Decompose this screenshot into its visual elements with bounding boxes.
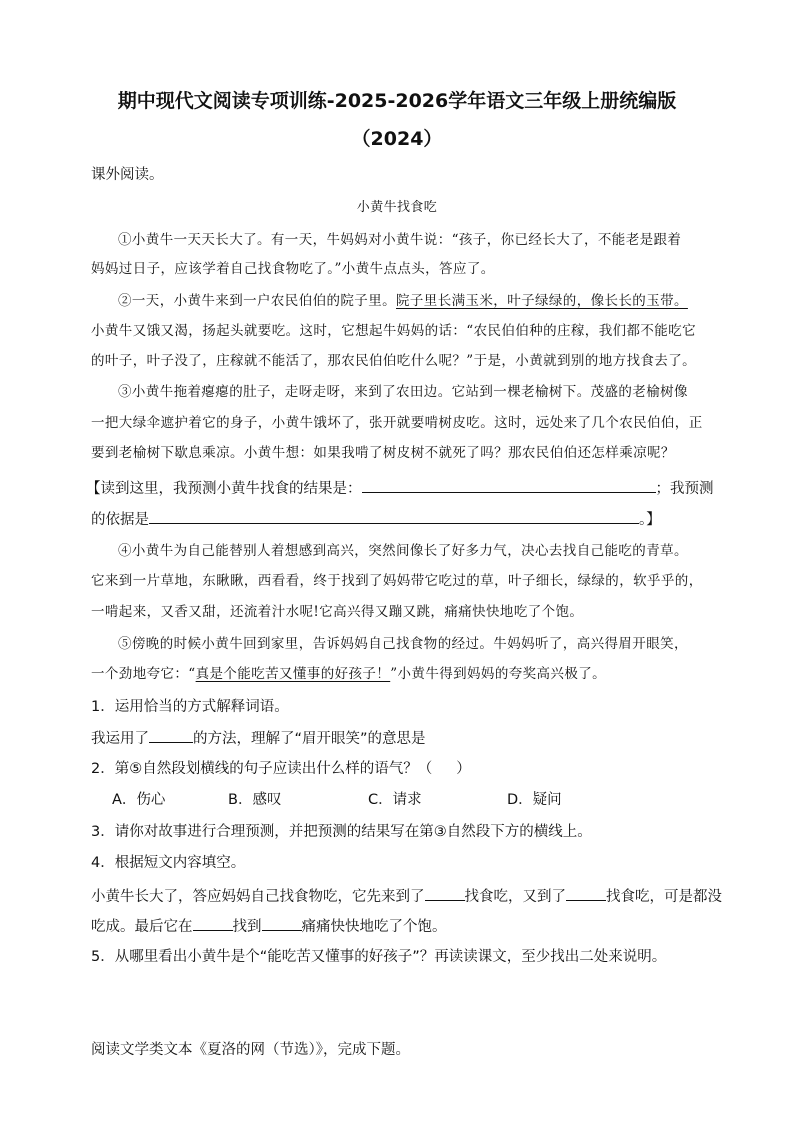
document-title: 期中现代文阅读专项训练-2025-2026学年语文三年级上册统编版 (117, 90, 677, 112)
question-1-sub-start: 我运用了 (91, 731, 149, 747)
question-1-sub-end: 的方法，理解了“眉开眼笑”的意思是 (193, 731, 426, 747)
document-title-year: （2024） (351, 128, 443, 150)
question-4-line-2 (91, 915, 447, 937)
question-4-text-b: 找食吃，又到了 (464, 889, 566, 905)
question-4-text-d: 吃成。最后它在 (91, 919, 193, 935)
option-b[interactable]: B．感叹 (228, 792, 282, 808)
story-paragraph-1-line-2: 妈妈过日子，应该学着自己找食物吃了。”小黄牛点点头，答应了。 (91, 261, 495, 277)
story-paragraph-5-line-1: ⑤傍晚的时候小黄牛回到家里，告诉妈妈自己找食物的经过。牛妈妈听了，高兴得眉开眼笑， (118, 636, 688, 652)
next-section-heading: 阅读文学类文本《夏洛的网（节选）》，完成下题。 (91, 1042, 410, 1058)
question-2-options (112, 790, 562, 810)
prediction-basis-blank[interactable] (149, 508, 639, 524)
question-3: 3．请你对故事进行合理预测，并把预测的结果写在第③自然段下方的横线上。 (91, 824, 592, 840)
question-4-blank-3[interactable] (193, 915, 233, 931)
question-4-blank-2[interactable] (566, 885, 606, 901)
story-paragraph-3-line-2: 一把大绿伞遮护着它的身子，小黄牛饿坏了，张开就要啃树皮吃。这时，远处来了几个农民伯伯，正 (91, 415, 703, 431)
question-4-text-a: 小黄牛长大了，答应妈妈自己找食物吃，它先来到了 (91, 889, 425, 905)
story-paragraph-4-line-3: 一啃起来，又香又甜，还流着汁水呢!它高兴得又蹦又跳，痛痛快快地吃了个饱。 (91, 604, 584, 620)
option-c[interactable]: C．请求 (368, 792, 422, 808)
underlined-sentence-paragraph-5: 真是个能吃苦又懂事的好孩子！ (195, 666, 391, 682)
question-1: 1．运用恰当的方式解释词语。 (91, 699, 289, 715)
story-paragraph-2-line-3: 的叶子，叶子没了，庄稼就不能活了，那农民伯伯吃什么呢？”于是，小黄就到别的地方找食去了。 (91, 353, 696, 369)
story-paragraph-5-quote-close: ”小黄牛得到妈妈的夸奖高兴极了。 (390, 666, 607, 682)
prediction-prompt: 【读到这里，我预测小黄牛找食的结果是： (86, 481, 362, 497)
question-2 (91, 759, 471, 779)
question-1-method-blank[interactable] (149, 727, 193, 743)
story-paragraph-2-line-2: 小黄牛又饿又渴，扬起头就要吃。这时，它想起牛妈妈的话：“农民伯伯种的庄稼，我们都不能吃它 (91, 323, 696, 339)
question-4-text-f: 痛痛快快地吃了个饱。 (301, 919, 447, 935)
story-paragraph-3-line-3: 要到老榆树下歇息乘凉。小黄牛想：如果我啃了树皮树不就死了吗？那农民伯伯还怎样乘凉呢？ (91, 445, 675, 461)
section-label: 课外阅读。 (91, 167, 164, 183)
question-2-close: ） (456, 761, 471, 777)
prediction-line-2 (91, 508, 661, 530)
question-4: 4．根据短文内容填空。 (91, 855, 246, 871)
question-4-line-1 (91, 885, 722, 907)
question-2-text: 2．第⑤自然段划横线的句子应读出什么样的语气？（ (91, 761, 433, 777)
prediction-prompt-end: ；我预测 (655, 481, 714, 497)
option-a[interactable]: A．伤心 (112, 792, 166, 808)
story-paragraph-5-quote-open: 一个劲地夸它：“ (91, 666, 196, 682)
prediction-basis-end: 。】 (639, 512, 661, 528)
question-5: 5．从哪里看出小黄牛是个“能吃苦又懂事的好孩子”？再读读课文，至少找出二处来说明。 (91, 949, 667, 965)
story-paragraph-4-line-2: 它来到一片草地，东瞅瞅，西看看，终于找到了妈妈带它吃过的草，叶子细长，绿绿的，软乎乎的， (91, 573, 703, 589)
prediction-result-blank[interactable] (362, 477, 656, 493)
question-4-text-e: 找到 (232, 919, 262, 935)
story-paragraph-2-intro: ②一天，小黄牛来到一户农民伯伯的院子里。 (118, 293, 396, 309)
story-paragraph-2-line-1 (118, 291, 688, 311)
underlined-sentence-paragraph-2: 院子里长满玉米，叶子绿绿的，像长长的玉带。 (396, 293, 688, 309)
question-4-blank-4[interactable] (262, 915, 302, 931)
question-4-blank-1[interactable] (425, 885, 465, 901)
question-4-text-c: 找食吃，可是都没 (606, 889, 722, 905)
story-paragraph-5-line-2 (91, 664, 606, 684)
prediction-line-1 (86, 477, 714, 499)
prediction-basis-label: 的依据是 (91, 512, 149, 528)
question-1-sub (91, 727, 426, 749)
option-d[interactable]: D．疑问 (507, 792, 562, 808)
story-paragraph-4-line-1: ④小黄牛为自己能替别人着想感到高兴，突然间像长了好多力气，决心去找自己能吃的青草。 (118, 543, 688, 559)
story-paragraph-1-line-1: ①小黄牛一天天长大了。有一天，牛妈妈对小黄牛说：“孩子，你已经长大了，不能老是跟着 (118, 232, 682, 248)
story-paragraph-3-line-1: ③小黄牛拖着瘪瘪的肚子，走呀走呀，来到了农田边。它站到一棵老榆树下。茂盛的老榆树像 (118, 384, 688, 400)
story-title: 小黄牛找食吃 (356, 200, 438, 215)
